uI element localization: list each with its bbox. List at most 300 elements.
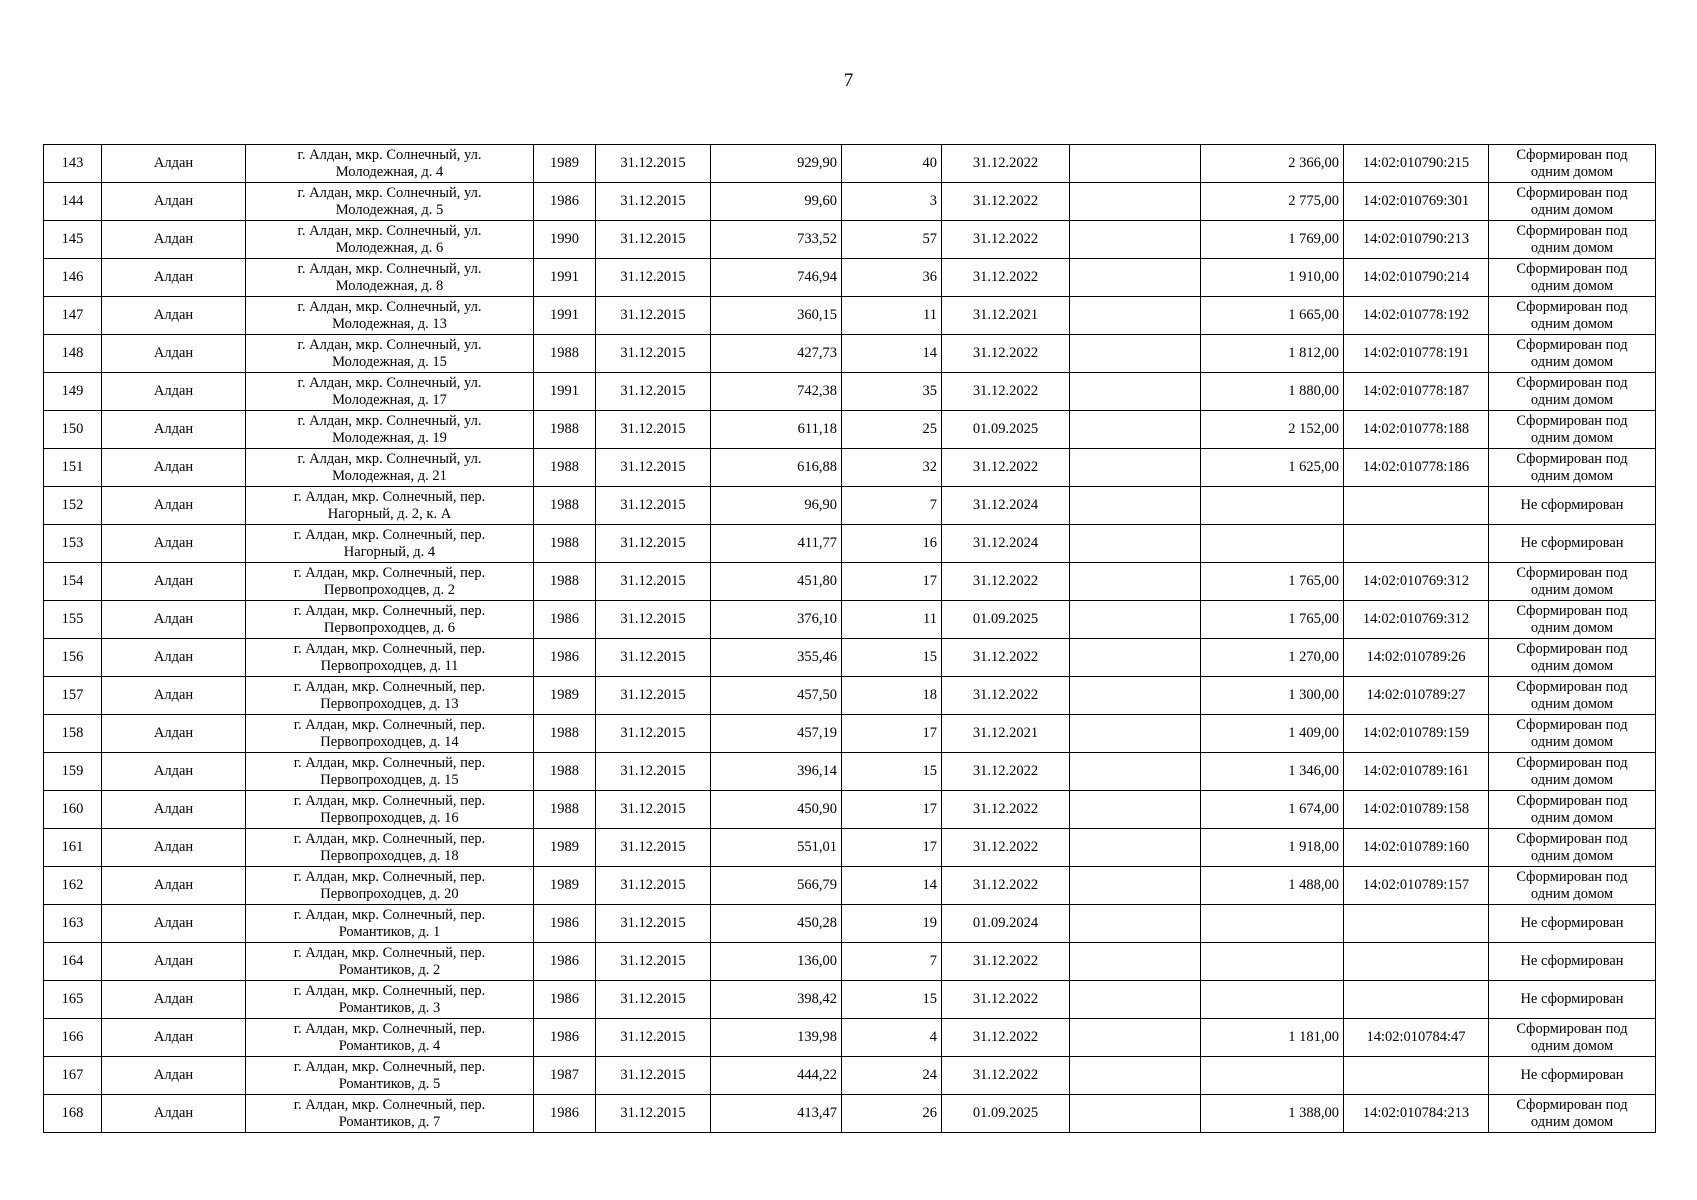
land-area-cell: 1 665,00 [1201, 297, 1344, 335]
area-cell: 746,94 [711, 259, 842, 297]
status-line-1: Не сформирован [1520, 497, 1624, 513]
table-row [44, 791, 1656, 829]
land-area-cell: 1 388,00 [1201, 1095, 1344, 1133]
year-cell: 1989 [534, 829, 596, 867]
status-line-1: Сформирован под [1516, 1096, 1628, 1113]
table-row [44, 905, 1656, 943]
date-cell: 31.12.2015 [596, 753, 711, 791]
deadline-cell: 31.12.2022 [942, 981, 1070, 1019]
status-line-2: одним домом [1530, 201, 1614, 218]
address-cell [246, 525, 534, 563]
address-line-1: г. Алдан, мкр. Солнечный, пер. [293, 1096, 486, 1113]
address-line-2: Молодежная, д. 8 [335, 277, 444, 294]
date-cell: 31.12.2015 [596, 297, 711, 335]
area-cell: 427,73 [711, 335, 842, 373]
area-cell: 444,22 [711, 1057, 842, 1095]
status-cell [1489, 1019, 1656, 1057]
status-line-2: одним домом [1530, 1037, 1614, 1054]
date-cell: 31.12.2015 [596, 145, 711, 183]
address-line-1: г. Алдан, мкр. Солнечный, пер. [293, 906, 486, 923]
deadline-cell: 31.12.2022 [942, 259, 1070, 297]
land-area-cell: 2 366,00 [1201, 145, 1344, 183]
cadastre-cell: 14:02:010778:188 [1344, 411, 1489, 449]
address-cell [246, 829, 534, 867]
address-line-2: Романтиков, д. 2 [338, 961, 441, 978]
cadastre-cell: 14:02:010784:47 [1344, 1019, 1489, 1057]
cadastre-cell: 14:02:010778:192 [1344, 297, 1489, 335]
land-area-cell [1201, 981, 1344, 1019]
extra-cell [1070, 943, 1201, 981]
status-line-1: Не сформирован [1520, 991, 1624, 1007]
address-cell [246, 1057, 534, 1095]
year-cell: 1986 [534, 1019, 596, 1057]
year-cell: 1988 [534, 449, 596, 487]
address-cell [246, 905, 534, 943]
table-row [44, 1019, 1656, 1057]
address-line-1: г. Алдан, мкр. Солнечный, ул. [297, 298, 482, 315]
status-cell [1489, 867, 1656, 905]
city-cell: Алдан [102, 639, 246, 677]
area-cell: 450,90 [711, 791, 842, 829]
area-cell: 450,28 [711, 905, 842, 943]
area-cell: 457,19 [711, 715, 842, 753]
address-line-2: Романтиков, д. 4 [338, 1037, 441, 1054]
date-cell: 31.12.2015 [596, 867, 711, 905]
status-cell [1489, 259, 1656, 297]
row-number-cell: 155 [44, 601, 102, 639]
status-line-1: Сформирован под [1516, 298, 1628, 315]
deadline-cell: 31.12.2022 [942, 639, 1070, 677]
table-row [44, 373, 1656, 411]
status-cell [1489, 753, 1656, 791]
status-line-1: Сформирован под [1516, 146, 1628, 163]
address-line-2: Романтиков, д. 7 [338, 1113, 441, 1130]
extra-cell [1070, 221, 1201, 259]
extra-cell [1070, 639, 1201, 677]
date-cell: 31.12.2015 [596, 563, 711, 601]
deadline-cell: 31.12.2022 [942, 183, 1070, 221]
status-cell [1489, 297, 1656, 335]
row-number-cell: 165 [44, 981, 102, 1019]
cadastre-cell: 14:02:010778:187 [1344, 373, 1489, 411]
city-cell: Алдан [102, 829, 246, 867]
land-area-cell [1201, 525, 1344, 563]
address-line-1: г. Алдан, мкр. Солнечный, пер. [293, 868, 486, 885]
row-number-cell: 149 [44, 373, 102, 411]
row-number-cell: 151 [44, 449, 102, 487]
area-cell: 396,14 [711, 753, 842, 791]
date-cell: 31.12.2015 [596, 1095, 711, 1133]
count-cell: 25 [842, 411, 942, 449]
address-cell [246, 639, 534, 677]
land-area-cell: 1 769,00 [1201, 221, 1344, 259]
address-line-1: г. Алдан, мкр. Солнечный, ул. [297, 412, 482, 429]
year-cell: 1988 [534, 753, 596, 791]
row-number-cell: 164 [44, 943, 102, 981]
status-line-1: Сформирован под [1516, 830, 1628, 847]
row-number-cell: 166 [44, 1019, 102, 1057]
status-line-1: Сформирован под [1516, 222, 1628, 239]
address-cell [246, 867, 534, 905]
area-cell: 398,42 [711, 981, 842, 1019]
status-line-1: Сформирован под [1516, 564, 1628, 581]
table-row [44, 145, 1656, 183]
cadastre-cell [1344, 905, 1489, 943]
status-cell [1489, 449, 1656, 487]
address-line-1: г. Алдан, мкр. Солнечный, пер. [293, 640, 486, 657]
cadastre-cell: 14:02:010789:159 [1344, 715, 1489, 753]
status-line-1: Сформирован под [1516, 754, 1628, 771]
table-row [44, 601, 1656, 639]
city-cell: Алдан [102, 525, 246, 563]
date-cell: 31.12.2015 [596, 525, 711, 563]
count-cell: 19 [842, 905, 942, 943]
city-cell: Алдан [102, 981, 246, 1019]
status-line-2: одним домом [1530, 809, 1614, 826]
address-line-2: Нагорный, д. 4 [343, 543, 436, 560]
year-cell: 1986 [534, 1095, 596, 1133]
status-cell [1489, 981, 1656, 1019]
cadastre-cell [1344, 981, 1489, 1019]
address-line-2: Молодежная, д. 13 [332, 315, 447, 332]
status-line-2: одним домом [1530, 581, 1614, 598]
cadastre-cell: 14:02:010790:213 [1344, 221, 1489, 259]
count-cell: 14 [842, 867, 942, 905]
deadline-cell: 31.12.2022 [942, 791, 1070, 829]
address-line-1: г. Алдан, мкр. Солнечный, ул. [297, 260, 482, 277]
land-area-cell: 1 625,00 [1201, 449, 1344, 487]
count-cell: 11 [842, 297, 942, 335]
deadline-cell: 31.12.2022 [942, 449, 1070, 487]
year-cell: 1988 [534, 525, 596, 563]
city-cell: Алдан [102, 449, 246, 487]
extra-cell [1070, 373, 1201, 411]
area-cell: 457,50 [711, 677, 842, 715]
year-cell: 1988 [534, 563, 596, 601]
status-line-2: одним домом [1530, 391, 1614, 408]
land-area-cell: 1 880,00 [1201, 373, 1344, 411]
status-cell [1489, 943, 1656, 981]
table-row [44, 1057, 1656, 1095]
table-body [44, 145, 1656, 1133]
status-line-2: одним домом [1530, 695, 1614, 712]
land-area-cell: 1 300,00 [1201, 677, 1344, 715]
status-line-2: одним домом [1530, 657, 1614, 674]
year-cell: 1986 [534, 639, 596, 677]
city-cell: Алдан [102, 601, 246, 639]
status-cell [1489, 221, 1656, 259]
year-cell: 1989 [534, 677, 596, 715]
cadastre-cell: 14:02:010769:312 [1344, 601, 1489, 639]
row-number-cell: 162 [44, 867, 102, 905]
status-line-1: Сформирован под [1516, 716, 1628, 733]
land-area-cell: 1 488,00 [1201, 867, 1344, 905]
status-line-2: одним домом [1530, 429, 1614, 446]
address-line-1: г. Алдан, мкр. Солнечный, пер. [293, 1020, 486, 1037]
table-row [44, 981, 1656, 1019]
address-line-2: Романтиков, д. 1 [338, 923, 441, 940]
year-cell: 1988 [534, 335, 596, 373]
extra-cell [1070, 525, 1201, 563]
status-line-1: Сформирован под [1516, 602, 1628, 619]
year-cell: 1988 [534, 715, 596, 753]
address-cell [246, 1095, 534, 1133]
status-line-2: одним домом [1530, 771, 1614, 788]
row-number-cell: 143 [44, 145, 102, 183]
extra-cell [1070, 601, 1201, 639]
cadastre-cell: 14:02:010789:26 [1344, 639, 1489, 677]
extra-cell [1070, 981, 1201, 1019]
count-cell: 3 [842, 183, 942, 221]
count-cell: 57 [842, 221, 942, 259]
deadline-cell: 31.12.2022 [942, 943, 1070, 981]
row-number-cell: 158 [44, 715, 102, 753]
city-cell: Алдан [102, 335, 246, 373]
date-cell: 31.12.2015 [596, 677, 711, 715]
land-area-cell: 1 674,00 [1201, 791, 1344, 829]
address-line-1: г. Алдан, мкр. Солнечный, пер. [293, 716, 486, 733]
address-cell [246, 449, 534, 487]
address-cell [246, 715, 534, 753]
city-cell: Алдан [102, 1095, 246, 1133]
land-area-cell: 1 409,00 [1201, 715, 1344, 753]
cadastre-cell: 14:02:010790:214 [1344, 259, 1489, 297]
extra-cell [1070, 791, 1201, 829]
count-cell: 26 [842, 1095, 942, 1133]
row-number-cell: 154 [44, 563, 102, 601]
year-cell: 1986 [534, 183, 596, 221]
deadline-cell: 31.12.2021 [942, 297, 1070, 335]
area-cell: 611,18 [711, 411, 842, 449]
address-cell [246, 221, 534, 259]
deadline-cell: 01.09.2025 [942, 1095, 1070, 1133]
status-cell [1489, 335, 1656, 373]
table-row [44, 259, 1656, 297]
address-line-2: Молодежная, д. 5 [335, 201, 444, 218]
city-cell: Алдан [102, 487, 246, 525]
land-area-cell: 1 918,00 [1201, 829, 1344, 867]
area-cell: 929,90 [711, 145, 842, 183]
table-row [44, 487, 1656, 525]
count-cell: 4 [842, 1019, 942, 1057]
status-line-1: Сформирован под [1516, 336, 1628, 353]
land-area-cell [1201, 905, 1344, 943]
row-number-cell: 156 [44, 639, 102, 677]
extra-cell [1070, 677, 1201, 715]
address-line-1: г. Алдан, мкр. Солнечный, ул. [297, 184, 482, 201]
table-row [44, 563, 1656, 601]
count-cell: 15 [842, 753, 942, 791]
table-row [44, 639, 1656, 677]
count-cell: 24 [842, 1057, 942, 1095]
land-area-cell: 1 910,00 [1201, 259, 1344, 297]
address-line-2: Первопроходцев, д. 20 [320, 885, 459, 902]
address-line-2: Первопроходцев, д. 15 [320, 771, 459, 788]
status-cell [1489, 829, 1656, 867]
count-cell: 16 [842, 525, 942, 563]
count-cell: 40 [842, 145, 942, 183]
address-cell [246, 145, 534, 183]
deadline-cell: 31.12.2024 [942, 525, 1070, 563]
status-line-2: одним домом [1530, 619, 1614, 636]
year-cell: 1987 [534, 1057, 596, 1095]
table-row [44, 1095, 1656, 1133]
status-line-1: Сформирован под [1516, 184, 1628, 201]
deadline-cell: 31.12.2022 [942, 867, 1070, 905]
city-cell: Алдан [102, 563, 246, 601]
address-line-1: г. Алдан, мкр. Солнечный, пер. [293, 602, 486, 619]
status-cell [1489, 373, 1656, 411]
table-row [44, 525, 1656, 563]
area-cell: 566,79 [711, 867, 842, 905]
date-cell: 31.12.2015 [596, 183, 711, 221]
address-line-1: г. Алдан, мкр. Солнечный, пер. [293, 526, 486, 543]
address-line-2: Романтиков, д. 3 [338, 999, 441, 1016]
city-cell: Алдан [102, 715, 246, 753]
address-cell [246, 183, 534, 221]
date-cell: 31.12.2015 [596, 1019, 711, 1057]
status-line-1: Сформирован под [1516, 678, 1628, 695]
address-cell [246, 297, 534, 335]
extra-cell [1070, 1019, 1201, 1057]
address-cell [246, 601, 534, 639]
address-line-1: г. Алдан, мкр. Солнечный, пер. [293, 678, 486, 695]
extra-cell [1070, 563, 1201, 601]
land-area-cell [1201, 943, 1344, 981]
extra-cell [1070, 867, 1201, 905]
count-cell: 15 [842, 639, 942, 677]
address-line-2: Романтиков, д. 5 [338, 1075, 441, 1092]
extra-cell [1070, 715, 1201, 753]
status-cell [1489, 639, 1656, 677]
status-cell [1489, 601, 1656, 639]
city-cell: Алдан [102, 221, 246, 259]
city-cell: Алдан [102, 145, 246, 183]
date-cell: 31.12.2015 [596, 943, 711, 981]
extra-cell [1070, 297, 1201, 335]
cadastre-cell [1344, 525, 1489, 563]
address-line-1: г. Алдан, мкр. Солнечный, пер. [293, 488, 486, 505]
extra-cell [1070, 411, 1201, 449]
cadastre-cell [1344, 943, 1489, 981]
extra-cell [1070, 449, 1201, 487]
cadastre-cell: 14:02:010778:186 [1344, 449, 1489, 487]
year-cell: 1988 [534, 487, 596, 525]
deadline-cell: 31.12.2022 [942, 677, 1070, 715]
date-cell: 31.12.2015 [596, 601, 711, 639]
date-cell: 31.12.2015 [596, 905, 711, 943]
address-cell [246, 411, 534, 449]
extra-cell [1070, 905, 1201, 943]
row-number-cell: 161 [44, 829, 102, 867]
row-number-cell: 163 [44, 905, 102, 943]
address-line-1: г. Алдан, мкр. Солнечный, пер. [293, 754, 486, 771]
land-area-cell: 1 346,00 [1201, 753, 1344, 791]
page-number: 7 [843, 70, 854, 91]
land-area-cell: 1 765,00 [1201, 601, 1344, 639]
cadastre-cell: 14:02:010789:160 [1344, 829, 1489, 867]
year-cell: 1988 [534, 411, 596, 449]
deadline-cell: 01.09.2024 [942, 905, 1070, 943]
row-number-cell: 157 [44, 677, 102, 715]
deadline-cell: 31.12.2022 [942, 145, 1070, 183]
address-cell [246, 753, 534, 791]
date-cell: 31.12.2015 [596, 449, 711, 487]
land-area-cell: 1 181,00 [1201, 1019, 1344, 1057]
row-number-cell: 168 [44, 1095, 102, 1133]
count-cell: 17 [842, 563, 942, 601]
status-line-1: Сформирован под [1516, 260, 1628, 277]
extra-cell [1070, 487, 1201, 525]
count-cell: 18 [842, 677, 942, 715]
table-row [44, 449, 1656, 487]
count-cell: 32 [842, 449, 942, 487]
table-row [44, 183, 1656, 221]
address-cell [246, 373, 534, 411]
cadastre-cell: 14:02:010790:215 [1344, 145, 1489, 183]
area-cell: 733,52 [711, 221, 842, 259]
row-number-cell: 167 [44, 1057, 102, 1095]
address-line-2: Молодежная, д. 19 [332, 429, 447, 446]
status-line-2: одним домом [1530, 467, 1614, 484]
area-cell: 139,98 [711, 1019, 842, 1057]
date-cell: 31.12.2015 [596, 981, 711, 1019]
address-line-1: г. Алдан, мкр. Солнечный, пер. [293, 982, 486, 999]
deadline-cell: 31.12.2022 [942, 373, 1070, 411]
city-cell: Алдан [102, 677, 246, 715]
area-cell: 451,80 [711, 563, 842, 601]
count-cell: 35 [842, 373, 942, 411]
deadline-cell: 31.12.2022 [942, 563, 1070, 601]
count-cell: 14 [842, 335, 942, 373]
status-line-1: Сформирован под [1516, 412, 1628, 429]
status-line-1: Не сформирован [1520, 535, 1624, 551]
area-cell: 360,15 [711, 297, 842, 335]
status-cell [1489, 145, 1656, 183]
table-row [44, 297, 1656, 335]
table-row [44, 829, 1656, 867]
address-cell [246, 259, 534, 297]
city-cell: Алдан [102, 1057, 246, 1095]
date-cell: 31.12.2015 [596, 335, 711, 373]
city-cell: Алдан [102, 259, 246, 297]
row-number-cell: 160 [44, 791, 102, 829]
address-cell [246, 335, 534, 373]
address-cell [246, 487, 534, 525]
status-line-2: одним домом [1530, 353, 1614, 370]
status-line-2: одним домом [1530, 847, 1614, 864]
status-line-1: Сформирован под [1516, 868, 1628, 885]
count-cell: 15 [842, 981, 942, 1019]
cadastre-cell: 14:02:010789:27 [1344, 677, 1489, 715]
table-row [44, 411, 1656, 449]
status-line-1: Сформирован под [1516, 792, 1628, 809]
row-number-cell: 144 [44, 183, 102, 221]
status-line-1: Не сформирован [1520, 1067, 1624, 1083]
address-cell [246, 1019, 534, 1057]
address-cell [246, 563, 534, 601]
count-cell: 7 [842, 943, 942, 981]
land-area-cell: 1 270,00 [1201, 639, 1344, 677]
row-number-cell: 152 [44, 487, 102, 525]
row-number-cell: 159 [44, 753, 102, 791]
address-cell [246, 791, 534, 829]
city-cell: Алдан [102, 297, 246, 335]
address-line-2: Первопроходцев, д. 18 [320, 847, 459, 864]
year-cell: 1986 [534, 905, 596, 943]
area-cell: 99,60 [711, 183, 842, 221]
status-line-1: Сформирован под [1516, 374, 1628, 391]
